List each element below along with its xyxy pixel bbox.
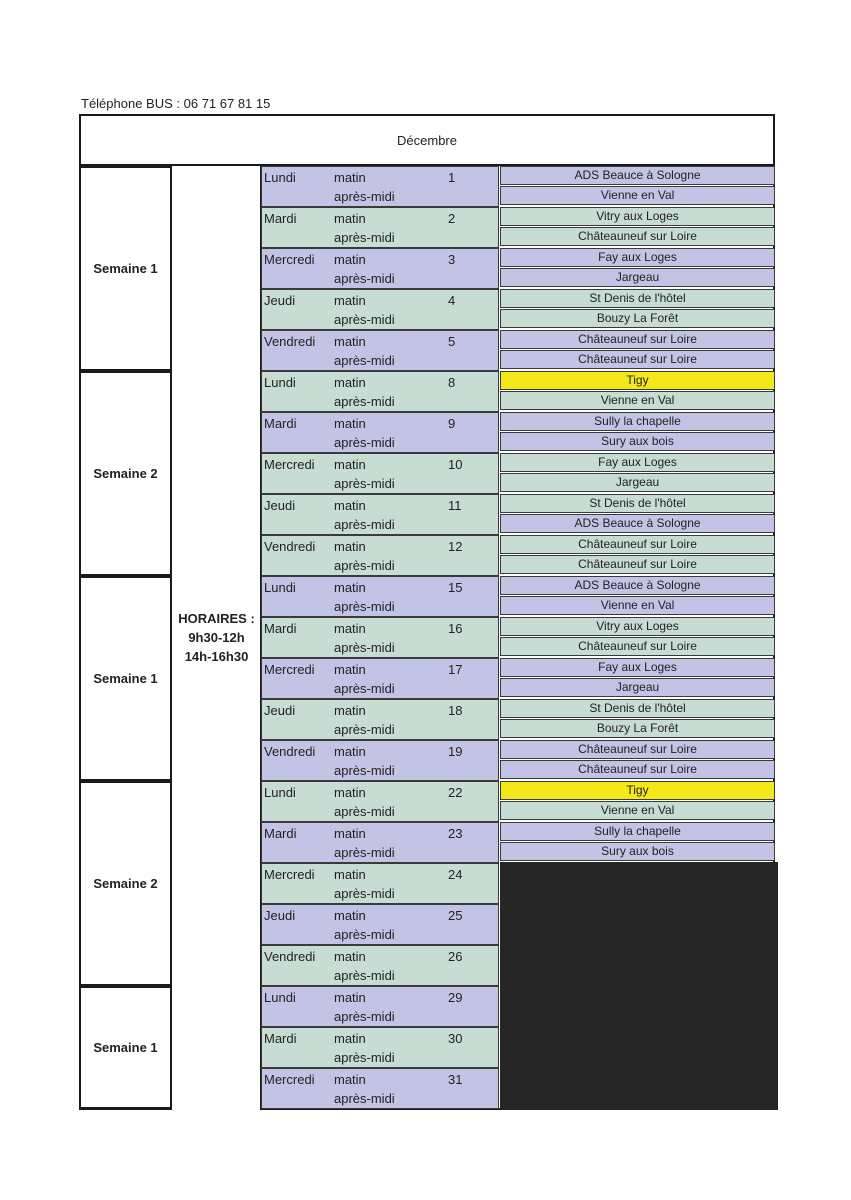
day-number: 10 <box>448 457 463 472</box>
matin-label: matin <box>334 580 366 595</box>
matin-label: matin <box>334 334 366 349</box>
matin-label: matin <box>334 375 366 390</box>
location-afternoon: Vienne en Val <box>500 596 775 615</box>
matin-label: matin <box>334 662 366 677</box>
matin-label: matin <box>334 867 366 882</box>
apres-midi-label: après-midi <box>334 927 395 942</box>
day-row <box>261 658 499 699</box>
location-morning: St Denis de l'hôtel <box>500 494 775 513</box>
location-morning: Châteauneuf sur Loire <box>500 330 775 349</box>
week-label: Semaine 1 <box>79 986 171 1109</box>
day-row <box>261 904 499 945</box>
location-morning: Fay aux Loges <box>500 658 775 677</box>
apres-midi-label: après-midi <box>334 968 395 983</box>
day-number: 17 <box>448 662 463 677</box>
day-number: 30 <box>448 1031 463 1046</box>
apres-midi-label: après-midi <box>334 517 395 532</box>
day-row <box>261 166 499 207</box>
day-number: 2 <box>448 211 456 226</box>
day-name: Lundi <box>264 170 296 185</box>
day-name: Jeudi <box>264 703 296 718</box>
day-number: 1 <box>448 170 456 185</box>
location-afternoon: Vienne en Val <box>500 801 775 820</box>
day-row <box>261 535 499 576</box>
location-morning: Vitry aux Loges <box>500 207 775 226</box>
horaires-afternoon: 14h-16h30 <box>184 649 249 664</box>
matin-label: matin <box>334 703 366 718</box>
day-row <box>261 207 499 248</box>
day-name: Mardi <box>264 416 297 431</box>
day-name: Jeudi <box>264 293 296 308</box>
location-morning: Fay aux Loges <box>500 453 775 472</box>
week-label: Semaine 1 <box>79 166 171 371</box>
matin-label: matin <box>334 785 366 800</box>
location-morning: Tigy <box>500 371 775 390</box>
day-name: Lundi <box>264 990 296 1005</box>
matin-label: matin <box>334 1031 366 1046</box>
day-number: 19 <box>448 744 463 759</box>
apres-midi-label: après-midi <box>334 435 395 450</box>
day-number: 12 <box>448 539 463 554</box>
day-name: Lundi <box>264 375 296 390</box>
location-afternoon: Sury aux bois <box>500 432 775 451</box>
day-name: Mercredi <box>264 867 315 882</box>
matin-label: matin <box>334 252 366 267</box>
location-afternoon: Jargeau <box>500 473 775 492</box>
matin-label: matin <box>334 457 366 472</box>
matin-label: matin <box>334 744 366 759</box>
week-label: Semaine 2 <box>79 371 171 576</box>
day-name: Mardi <box>264 621 297 636</box>
apres-midi-label: après-midi <box>334 640 395 655</box>
day-number: 22 <box>448 785 463 800</box>
day-row <box>261 248 499 289</box>
day-name: Mercredi <box>264 252 315 267</box>
day-row <box>261 617 499 658</box>
apres-midi-label: après-midi <box>334 1050 395 1065</box>
day-number: 4 <box>448 293 456 308</box>
apres-midi-label: après-midi <box>334 599 395 614</box>
day-number: 5 <box>448 334 456 349</box>
matin-label: matin <box>334 539 366 554</box>
apres-midi-label: après-midi <box>334 763 395 778</box>
week-label: Semaine 2 <box>79 781 171 986</box>
location-morning: Vitry aux Loges <box>500 617 775 636</box>
location-afternoon: ADS Beauce à Sologne <box>500 514 775 533</box>
day-row <box>261 781 499 822</box>
apres-midi-label: après-midi <box>334 1091 395 1106</box>
matin-label: matin <box>334 826 366 841</box>
week-label: Semaine 1 <box>79 576 171 781</box>
apres-midi-label: après-midi <box>334 681 395 696</box>
matin-label: matin <box>334 990 366 1005</box>
day-number: 18 <box>448 703 463 718</box>
redacted-area <box>500 862 778 1110</box>
day-row <box>261 863 499 904</box>
day-row <box>261 371 499 412</box>
apres-midi-label: après-midi <box>334 189 395 204</box>
matin-label: matin <box>334 621 366 636</box>
location-afternoon: Jargeau <box>500 268 775 287</box>
location-morning: Fay aux Loges <box>500 248 775 267</box>
day-number: 9 <box>448 416 456 431</box>
matin-label: matin <box>334 949 366 964</box>
day-name: Mardi <box>264 1031 297 1046</box>
matin-label: matin <box>334 498 366 513</box>
location-morning: St Denis de l'hôtel <box>500 699 775 718</box>
location-morning: Châteauneuf sur Loire <box>500 740 775 759</box>
phone-number: Téléphone BUS : 06 71 67 81 15 <box>81 96 271 111</box>
day-name: Vendredi <box>264 949 316 964</box>
day-row <box>261 699 499 740</box>
matin-label: matin <box>334 1072 366 1087</box>
day-name: Vendredi <box>264 539 316 554</box>
apres-midi-label: après-midi <box>334 271 395 286</box>
day-number: 25 <box>448 908 463 923</box>
location-morning: ADS Beauce à Sologne <box>500 166 775 185</box>
day-row <box>261 494 499 535</box>
location-afternoon: Bouzy La Forêt <box>500 309 775 328</box>
apres-midi-label: après-midi <box>334 722 395 737</box>
location-afternoon: Châteauneuf sur Loire <box>500 760 775 779</box>
location-afternoon: Châteauneuf sur Loire <box>500 227 775 246</box>
horaires-morning: 9h30-12h <box>188 630 245 645</box>
day-row <box>261 945 499 986</box>
day-row <box>261 822 499 863</box>
day-number: 11 <box>448 498 462 513</box>
day-row <box>261 330 499 371</box>
day-number: 8 <box>448 375 456 390</box>
apres-midi-label: après-midi <box>334 1009 395 1024</box>
day-number: 3 <box>448 252 456 267</box>
day-row <box>261 1068 499 1109</box>
day-number: 16 <box>448 621 463 636</box>
day-row <box>261 986 499 1027</box>
matin-label: matin <box>334 416 366 431</box>
matin-label: matin <box>334 211 366 226</box>
month-title: Décembre <box>79 114 775 166</box>
day-name: Vendredi <box>264 334 316 349</box>
apres-midi-label: après-midi <box>334 558 395 573</box>
apres-midi-label: après-midi <box>334 886 395 901</box>
day-number: 15 <box>448 580 463 595</box>
matin-label: matin <box>334 908 366 923</box>
day-number: 23 <box>448 826 463 841</box>
day-number: 29 <box>448 990 463 1005</box>
day-name: Jeudi <box>264 908 296 923</box>
location-morning: Châteauneuf sur Loire <box>500 535 775 554</box>
apres-midi-label: après-midi <box>334 804 395 819</box>
location-morning: St Denis de l'hôtel <box>500 289 775 308</box>
day-row <box>261 453 499 494</box>
location-afternoon: Jargeau <box>500 678 775 697</box>
horaires-title: HORAIRES : <box>178 611 255 626</box>
day-number: 26 <box>448 949 463 964</box>
day-name: Jeudi <box>264 498 296 513</box>
location-afternoon: Châteauneuf sur Loire <box>500 637 775 656</box>
day-name: Mardi <box>264 211 297 226</box>
location-afternoon: Sury aux bois <box>500 842 775 861</box>
apres-midi-label: après-midi <box>334 476 395 491</box>
matin-label: matin <box>334 293 366 308</box>
location-afternoon: Châteauneuf sur Loire <box>500 555 775 574</box>
apres-midi-label: après-midi <box>334 230 395 245</box>
location-afternoon: Vienne en Val <box>500 186 775 205</box>
day-number: 24 <box>448 867 463 882</box>
day-name: Mercredi <box>264 457 315 472</box>
matin-label: matin <box>334 170 366 185</box>
location-morning: ADS Beauce à Sologne <box>500 576 775 595</box>
location-afternoon: Bouzy La Forêt <box>500 719 775 738</box>
day-row <box>261 289 499 330</box>
location-morning: Sully la chapelle <box>500 412 775 431</box>
day-name: Vendredi <box>264 744 316 759</box>
location-morning: Sully la chapelle <box>500 822 775 841</box>
location-morning: Tigy <box>500 781 775 800</box>
day-name: Lundi <box>264 785 296 800</box>
apres-midi-label: après-midi <box>334 845 395 860</box>
day-name: Lundi <box>264 580 296 595</box>
day-row <box>261 576 499 617</box>
day-name: Mercredi <box>264 662 315 677</box>
day-row <box>261 1027 499 1068</box>
day-number: 31 <box>448 1072 463 1087</box>
location-afternoon: Vienne en Val <box>500 391 775 410</box>
horaires-block <box>171 609 262 666</box>
day-name: Mercredi <box>264 1072 315 1087</box>
apres-midi-label: après-midi <box>334 312 395 327</box>
location-afternoon: Châteauneuf sur Loire <box>500 350 775 369</box>
apres-midi-label: après-midi <box>334 394 395 409</box>
apres-midi-label: après-midi <box>334 353 395 368</box>
day-name: Mardi <box>264 826 297 841</box>
day-row <box>261 412 499 453</box>
day-row <box>261 740 499 781</box>
